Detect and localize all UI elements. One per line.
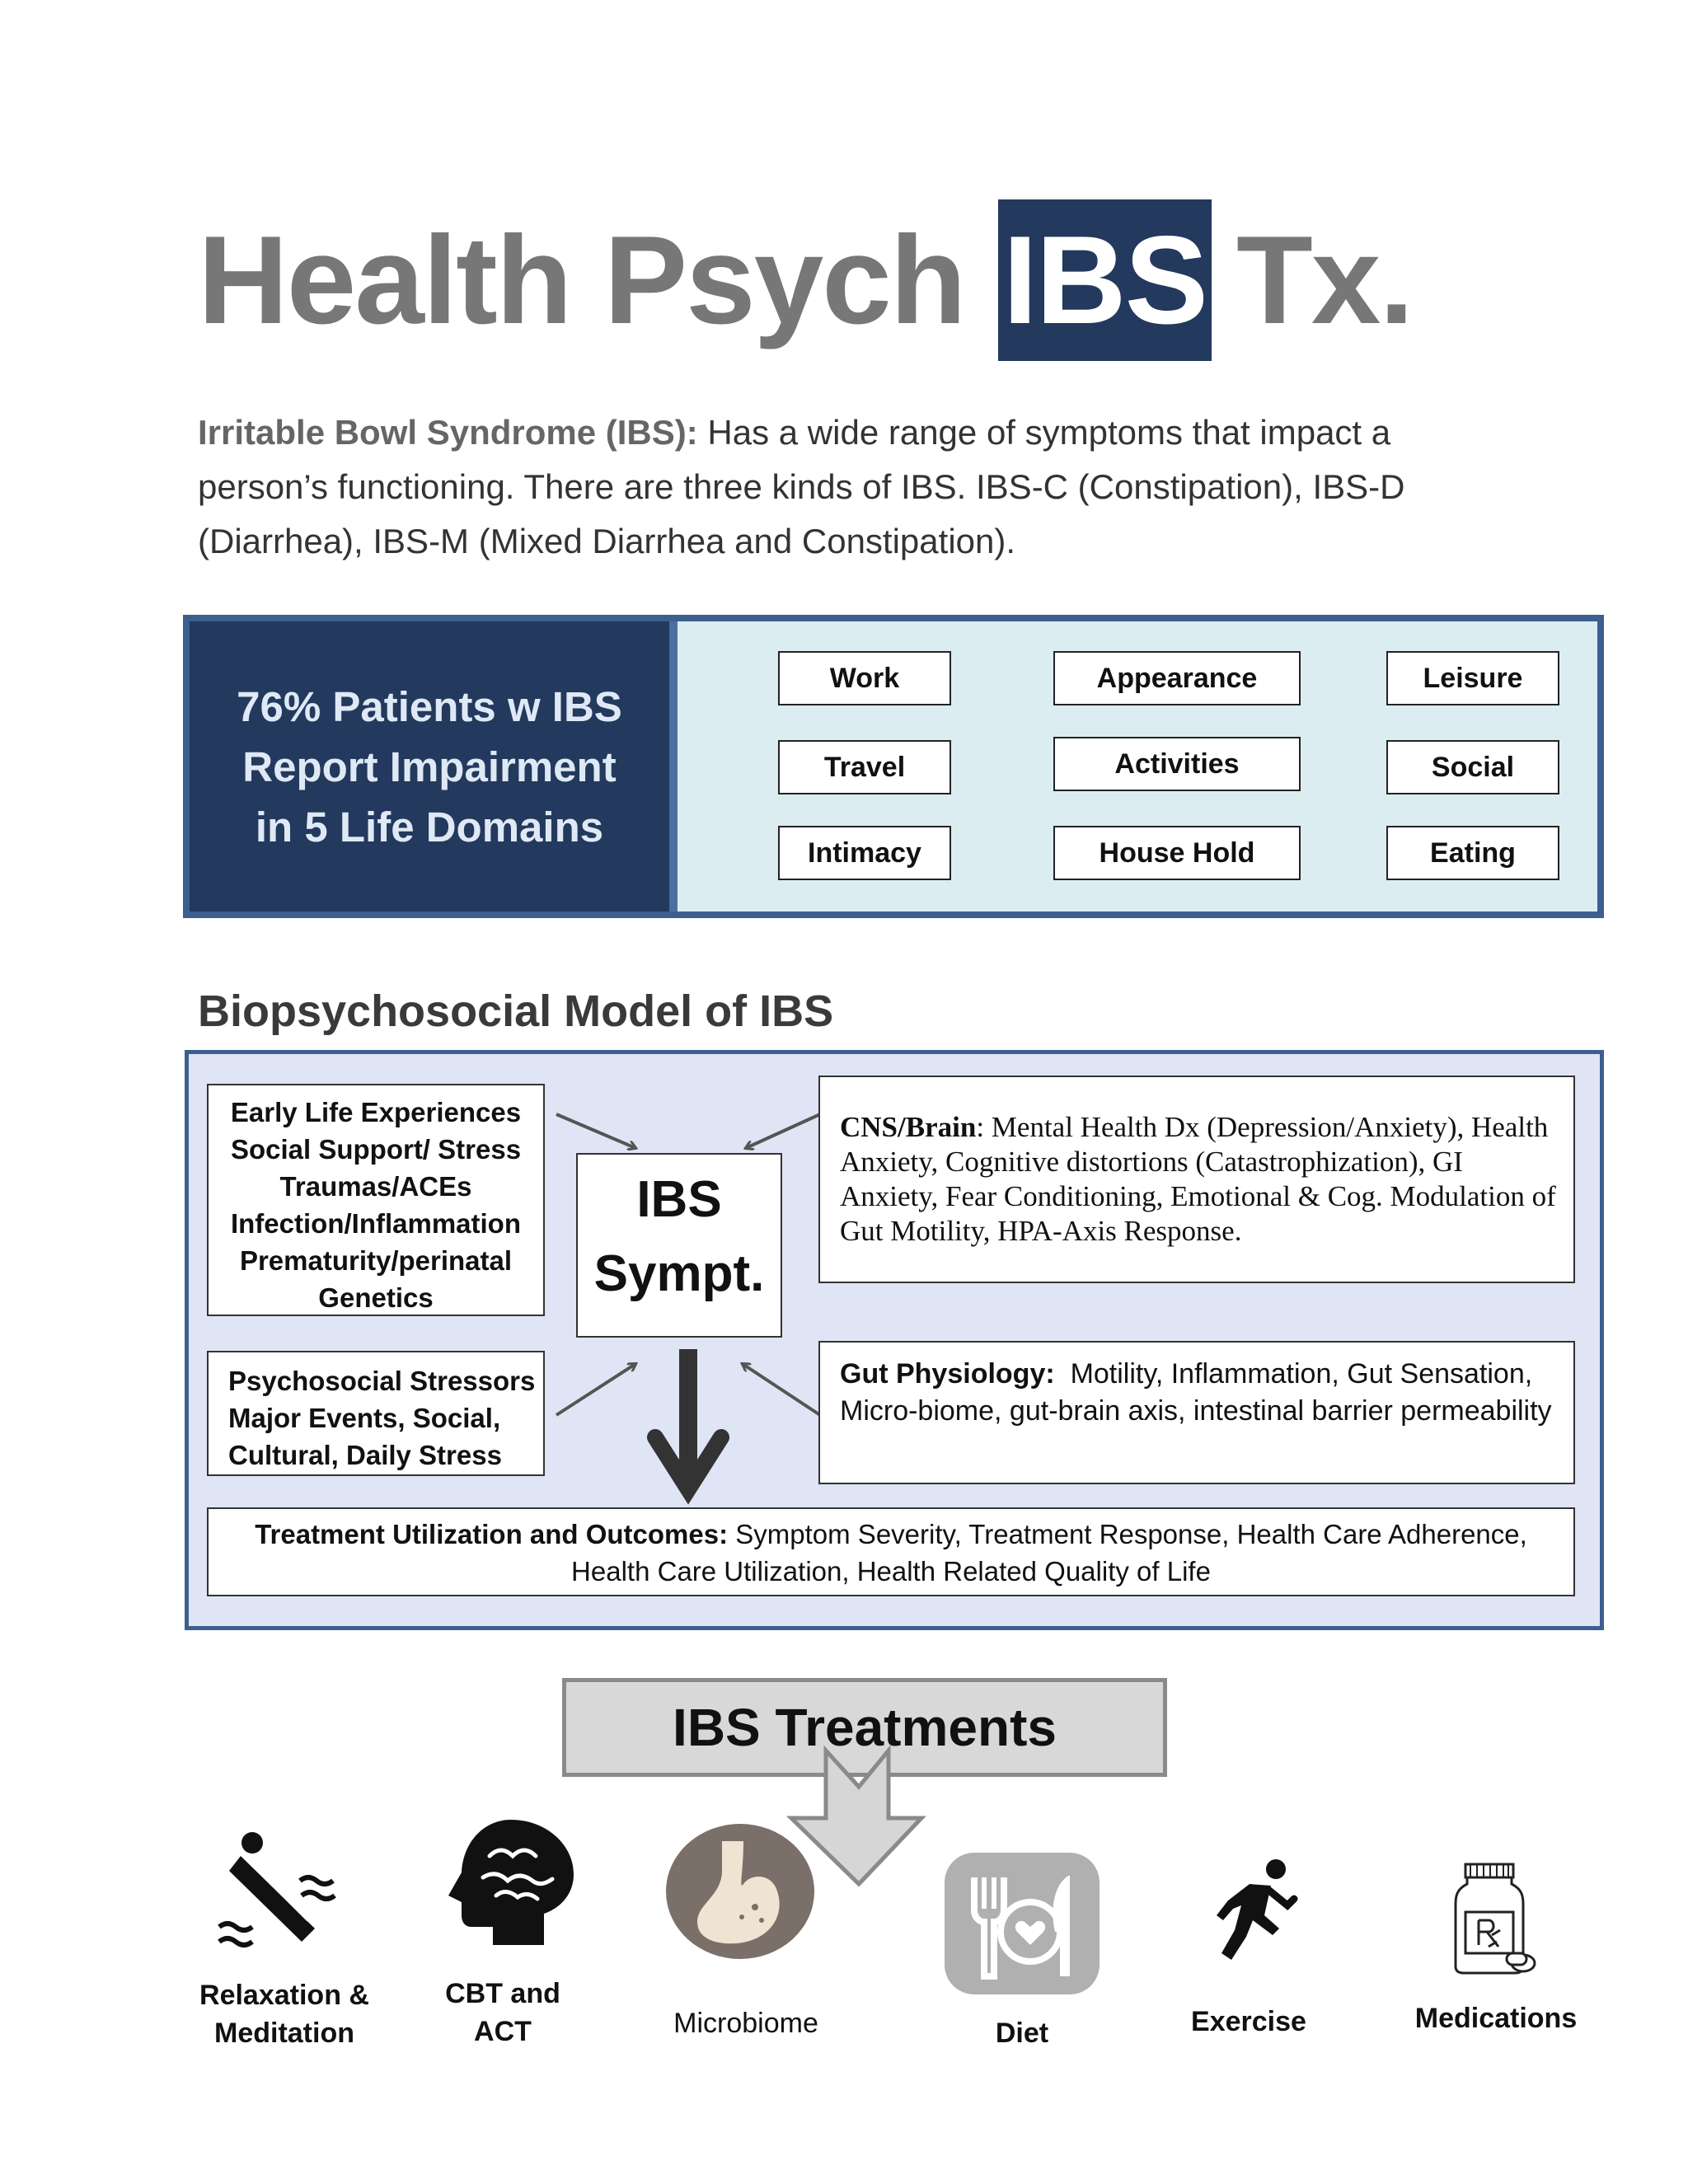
domain-activities: Activities (1053, 737, 1301, 791)
impairment-line: in 5 Life Domains (255, 803, 604, 851)
treatments-banner: IBS Treatments (562, 1678, 1167, 1777)
treatment-label (1154, 2003, 1343, 2041)
early-life-line: Prematurity/perinatal (239, 1245, 513, 1276)
domain-household: House Hold (1053, 826, 1301, 880)
domain-intimacy: Intimacy (778, 826, 951, 880)
impairment-line: Report Impairment (242, 743, 617, 790)
arrow-gut-to-ibs (743, 1364, 820, 1415)
ibs-sympt-line: IBS (636, 1171, 722, 1228)
treatment-label-line: CBT and (445, 1978, 560, 2009)
treatment-label-line: Microbiome (673, 2008, 818, 2039)
title-part1: Health Psych (198, 209, 965, 350)
domain-appearance: Appearance (1053, 651, 1301, 705)
cns-lead: CNS/Brain (840, 1111, 977, 1143)
ibs-sympt-line: Sympt. (593, 1245, 765, 1302)
treatment-label-line: Meditation (214, 2018, 354, 2049)
treatment-label (940, 2014, 1104, 2052)
stomach-icon (664, 1821, 816, 1961)
plate-heart-icon (945, 1853, 1100, 1994)
runner-icon (1203, 1858, 1302, 1965)
treatment-label-line: Medications (1414, 2003, 1578, 2034)
cns-brain-box (818, 1076, 1575, 1283)
gut-lead: Gut Physiology: (840, 1358, 1055, 1390)
early-life-line: Genetics (318, 1282, 434, 1313)
domain-social: Social (1386, 740, 1559, 794)
title-part2: Tx. (1236, 209, 1413, 350)
impairment-headline (190, 621, 678, 912)
page-title (198, 198, 1413, 363)
psychosocial-box (207, 1351, 545, 1476)
arrow-cns-to-ibs (746, 1114, 820, 1148)
psychosocial-line: Cultural, Daily Stress (228, 1440, 502, 1470)
relaxation-icon (216, 1828, 341, 1953)
early-life-line: Infection/Inflammation (230, 1208, 521, 1239)
psychosocial-line: Psychosocial Stressors (228, 1366, 536, 1396)
outcomes-box (207, 1507, 1575, 1596)
treatment-label (412, 1975, 593, 2050)
ibs-symptoms-box (576, 1153, 782, 1338)
arrow-ibs-to-outcomes (655, 1349, 721, 1489)
impairment-panel (183, 615, 1604, 918)
brain-icon (442, 1813, 580, 1952)
treatment-label (635, 2004, 857, 2042)
outcomes-text: Symptom Severity, Treatment Response, Health Care Adherence, Health Care Utilization, Health Related Quality of Life (571, 1519, 1527, 1586)
domain-work: Work (778, 651, 951, 705)
bio-model-panel (185, 1050, 1604, 1630)
treatment-label-line: Diet (995, 2018, 1049, 2049)
early-life-line: Traumas/ACEs (279, 1171, 472, 1202)
bio-heading: Biopsychosocial Model of IBS (198, 987, 834, 1036)
intro-body: Has a wide range of symptoms that impact a person’s functioning. There are three kinds of IBS. IBS-C (Constipation), IBS-D (Diarrhea), IBS-M (Mixed Diarrhea and Constipation). (198, 413, 1405, 560)
pill-bottle-icon (1449, 1861, 1543, 1976)
treatment-label-line: Relaxation & (199, 1980, 369, 2011)
treatment-label-line: ACT (474, 2016, 532, 2047)
cns-text: : Mental Health Dx (Depression/Anxiety), Health Anxiety, Cognitive distortions (Catastrophization), GI Anxiety, Fear Conditioning, Emotional & Cog. Modulation of Gut Motility, HPA-Axis Response. (840, 1111, 1556, 1247)
arrow-early-to-ibs (556, 1114, 635, 1148)
gut-text: Motility, Inflammation, Gut Sensation, Micro-biome, gut-brain axis, intestinal barrier permeability (840, 1358, 1552, 1427)
domain-eating: Eating (1386, 826, 1559, 880)
impairment-line: 76% Patients w IBS (237, 682, 622, 730)
early-life-box (207, 1084, 545, 1316)
outcomes-lead: Treatment Utilization and Outcomes: (255, 1519, 729, 1549)
title-highlight: IBS (998, 199, 1212, 361)
arrow-psych-to-ibs (556, 1364, 635, 1415)
domain-leisure: Leisure (1386, 651, 1559, 705)
intro-paragraph (198, 405, 1451, 569)
psychosocial-line: Major Events, Social, (228, 1403, 501, 1433)
treatment-label (1385, 1999, 1607, 2037)
intro-lead: Irritable Bowl Syndrome (IBS): (198, 413, 698, 452)
gut-physiology-box (818, 1341, 1575, 1484)
treatment-label-line: Exercise (1191, 2006, 1306, 2037)
treatment-label (165, 1976, 404, 2052)
domain-travel: Travel (778, 740, 951, 794)
early-life-line: Early Life Experiences (230, 1097, 522, 1127)
early-life-line: Social Support/ Stress (230, 1134, 522, 1165)
